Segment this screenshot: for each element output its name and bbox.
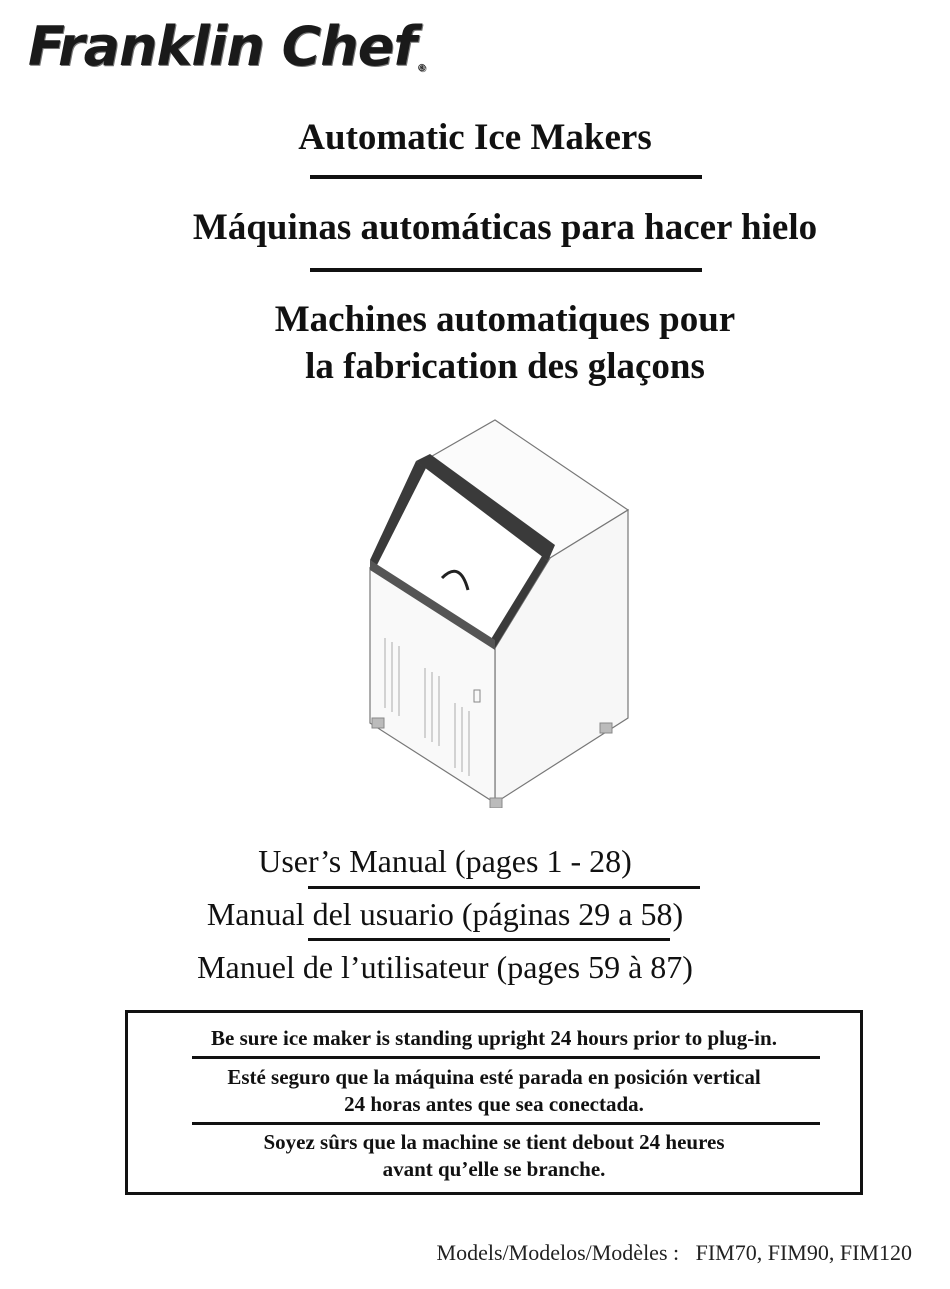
- title-divider-2: [310, 268, 702, 272]
- manual-english: User’s Manual (pages 1 - 28): [258, 843, 632, 879]
- manual-french: Manuel de l’utilisateur (pages 59 à 87): [197, 949, 693, 985]
- manual-spanish: Manual del usuario (páginas 29 a 58): [206, 896, 684, 932]
- title-divider-1: [310, 175, 702, 179]
- notice-divider-2: [192, 1122, 820, 1125]
- brand-logo-text: Franklin Chef: [28, 15, 416, 78]
- brand-logo: [28, 15, 426, 78]
- upright-notice-box: [125, 1010, 863, 1195]
- notice-french-line1: Soyez sûrs que la machine se tient debout 24 heures: [263, 1130, 725, 1154]
- manual-divider-2: [308, 938, 670, 941]
- manual-divider-1: [308, 886, 700, 889]
- models-line: [437, 1240, 912, 1266]
- title-english: Automatic Ice Makers: [298, 117, 652, 158]
- models-label: Models/Modelos/Modèles :: [436, 1240, 680, 1265]
- notice-divider-1: [192, 1056, 820, 1059]
- title-french-line2: la fabrication des glaçons: [305, 346, 705, 387]
- notice-english: Be sure ice maker is standing upright 24 hours prior to plug-in.: [211, 1026, 777, 1050]
- ice-maker-illustration: [350, 418, 640, 808]
- models-list: FIM70, FIM90, FIM120: [695, 1240, 912, 1265]
- registered-mark: ®: [416, 63, 426, 74]
- title-french-line1: Machines automatiques pour: [274, 299, 736, 340]
- title-spanish: Máquinas automáticas para hacer hielo: [192, 207, 818, 248]
- notice-french-line2: avant qu’elle se branche.: [382, 1157, 606, 1181]
- notice-spanish-line1: Esté seguro que la máquina esté parada en posición vertical: [227, 1065, 761, 1089]
- notice-spanish-line2: 24 horas antes que sea conectada.: [344, 1092, 644, 1116]
